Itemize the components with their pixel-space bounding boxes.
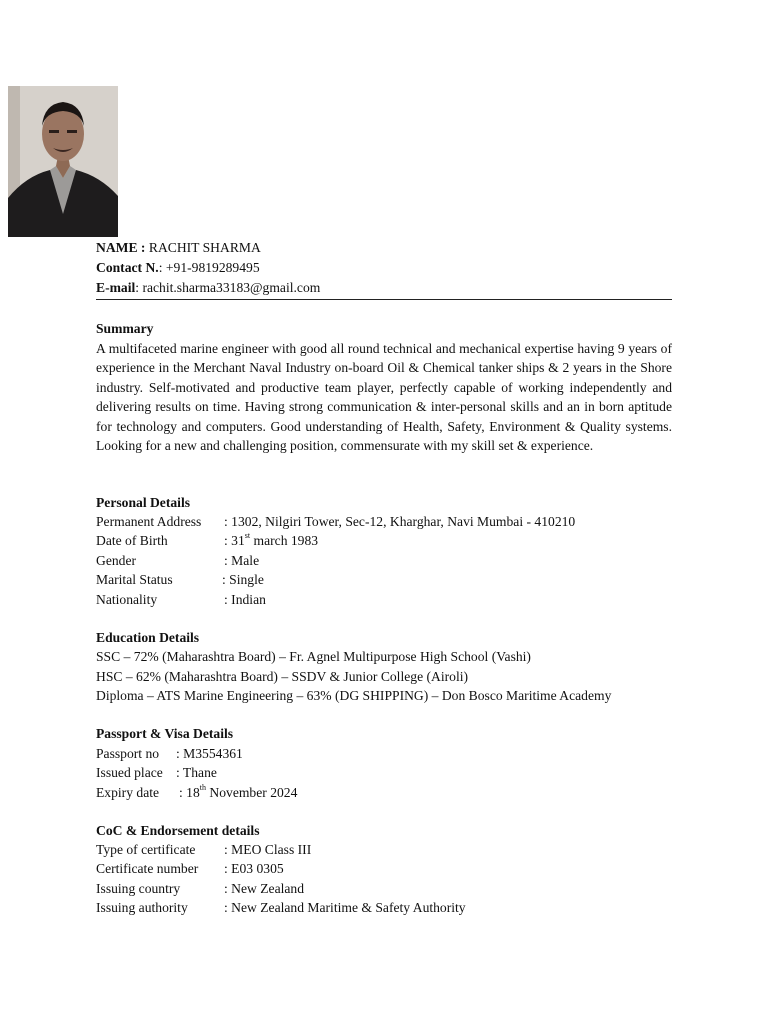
coc-authority-value: : New Zealand Maritime & Safety Authority bbox=[224, 900, 466, 915]
address-value: : 1302, Nilgiri Tower, Sec-12, Kharghar, Navi Mumbai - 410210 bbox=[224, 514, 576, 529]
summary-heading: Summary bbox=[96, 321, 154, 336]
coc-number-label: Certificate number bbox=[96, 861, 199, 876]
passport-no-label: Passport no bbox=[96, 746, 160, 761]
gender-value: : Male bbox=[224, 553, 260, 568]
education-diploma: Diploma – ATS Marine Engineering – 63% (DG SHIPPING) – Don Bosco Maritime Academy bbox=[96, 688, 612, 703]
contact-value: : +91-9819289495 bbox=[158, 260, 260, 275]
nationality-label: Nationality bbox=[96, 592, 158, 607]
passport-expiry-label: Expiry date bbox=[96, 785, 160, 800]
portrait-illustration bbox=[8, 86, 118, 237]
name-label: NAME : bbox=[96, 240, 146, 255]
coc-country-value: : New Zealand bbox=[224, 881, 305, 896]
coc-authority-label: Issuing authority bbox=[96, 900, 188, 915]
summary-text: A multifaceted marine engineer with good all round technical and mechanical expertise having 9 years of experience in the Merchant Naval Industry on-board Oil & Chemical tanker ships & 2 years in the Shore industry. Self-motivated and productive team player, perfectly capable of working independently and delivering results on time. Having strong communication & inter-personal skills and an in born aptitude for technology and computers. Good understanding of Health, Safety, Environment & Quality systems. Looking for a new and challenging position, commensurate with my skill set & experience. bbox=[96, 341, 672, 454]
email-value[interactable]: : rachit.sharma33183@gmail.com bbox=[135, 280, 321, 295]
passport-expiry-value: : 18th November 2024 bbox=[179, 783, 298, 800]
passport-no-value: : M3554361 bbox=[176, 746, 243, 761]
name-line bbox=[96, 239, 261, 256]
contact-line bbox=[96, 259, 260, 276]
marital-label: Marital Status bbox=[96, 572, 173, 587]
nationality-value: : Indian bbox=[224, 592, 266, 607]
coc-country-label: Issuing country bbox=[96, 881, 181, 896]
header-divider bbox=[96, 299, 672, 300]
passport-place-value: : Thane bbox=[176, 765, 217, 780]
profile-photo bbox=[8, 86, 118, 237]
dob-label: Date of Birth bbox=[96, 533, 168, 548]
coc-type-value: : MEO Class III bbox=[224, 842, 312, 857]
email-line bbox=[96, 279, 320, 296]
email-label: E-mail bbox=[96, 280, 136, 295]
personal-heading: Personal Details bbox=[96, 495, 191, 510]
address-label: Permanent Address bbox=[96, 514, 202, 529]
education-hsc: HSC – 62% (Maharashtra Board) – SSDV & Junior College (Airoli) bbox=[96, 669, 469, 684]
gender-label: Gender bbox=[96, 553, 137, 568]
name-value: RACHIT SHARMA bbox=[148, 240, 261, 255]
coc-heading: CoC & Endorsement details bbox=[96, 823, 260, 838]
passport-heading: Passport & Visa Details bbox=[96, 726, 234, 741]
education-ssc: SSC – 72% (Maharashtra Board) – Fr. Agnel Multipurpose High School (Vashi) bbox=[96, 649, 531, 664]
contact-label: Contact N. bbox=[96, 260, 159, 275]
marital-value: : Single bbox=[222, 572, 264, 587]
passport-place-label: Issued place bbox=[96, 765, 163, 780]
coc-number-value: : E03 0305 bbox=[224, 861, 284, 876]
dob-value: : 31st march 1983 bbox=[224, 531, 319, 548]
education-heading: Education Details bbox=[96, 630, 200, 645]
coc-type-label: Type of certificate bbox=[96, 842, 196, 857]
